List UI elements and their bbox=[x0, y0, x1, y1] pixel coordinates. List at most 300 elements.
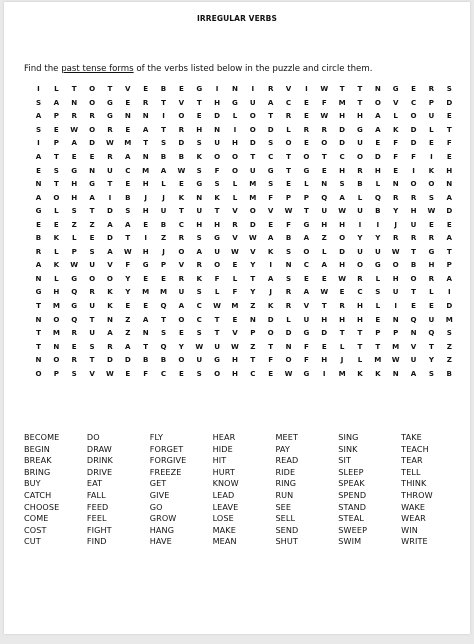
grid-letter[interactable]: D bbox=[249, 138, 256, 148]
grid-letter[interactable]: A bbox=[35, 111, 42, 121]
grid-letter[interactable]: S bbox=[214, 179, 220, 189]
grid-letter[interactable]: V bbox=[125, 84, 131, 94]
grid-letter[interactable]: N bbox=[142, 328, 149, 338]
grid-letter[interactable]: J bbox=[144, 192, 147, 202]
grid-letter[interactable]: O bbox=[53, 314, 60, 324]
grid-letter[interactable]: S bbox=[89, 341, 95, 351]
grid-letter[interactable]: S bbox=[268, 138, 274, 148]
grid-letter[interactable]: U bbox=[374, 246, 381, 256]
grid-letter[interactable]: O bbox=[231, 151, 238, 161]
grid-letter[interactable]: R bbox=[285, 111, 292, 121]
grid-letter[interactable]: O bbox=[428, 179, 435, 189]
grid-letter[interactable]: N bbox=[35, 273, 42, 283]
grid-letter[interactable]: S bbox=[196, 328, 202, 338]
grid-letter[interactable]: A bbox=[35, 151, 42, 161]
grid-letter[interactable]: D bbox=[178, 138, 185, 148]
grid-letter[interactable]: O bbox=[53, 192, 60, 202]
grid-letter[interactable]: I bbox=[251, 84, 255, 94]
grid-letter[interactable]: Z bbox=[89, 219, 95, 229]
grid-letter[interactable]: W bbox=[70, 124, 79, 134]
grid-letter[interactable]: O bbox=[89, 97, 96, 107]
grid-letter[interactable]: L bbox=[357, 355, 363, 365]
grid-letter[interactable]: O bbox=[285, 138, 292, 148]
grid-letter[interactable]: U bbox=[89, 300, 95, 310]
grid-letter[interactable]: S bbox=[446, 328, 452, 338]
grid-letter[interactable]: V bbox=[392, 97, 399, 107]
grid-letter[interactable]: O bbox=[231, 165, 238, 175]
grid-letter[interactable]: O bbox=[410, 179, 417, 189]
grid-letter[interactable]: N bbox=[214, 124, 221, 134]
grid-letter[interactable]: E bbox=[89, 151, 95, 161]
grid-letter[interactable]: F bbox=[268, 355, 274, 365]
grid-letter[interactable]: K bbox=[196, 151, 202, 161]
grid-letter[interactable]: A bbox=[142, 124, 149, 134]
grid-letter[interactable]: T bbox=[321, 151, 327, 161]
grid-letter[interactable]: R bbox=[107, 124, 113, 134]
grid-letter[interactable]: G bbox=[392, 84, 399, 94]
grid-letter[interactable]: G bbox=[89, 179, 95, 189]
grid-letter[interactable]: O bbox=[53, 355, 60, 365]
grid-letter[interactable]: K bbox=[196, 273, 202, 283]
grid-letter[interactable]: H bbox=[71, 192, 78, 202]
grid-letter[interactable]: P bbox=[160, 260, 167, 270]
grid-letter[interactable]: U bbox=[107, 165, 113, 175]
grid-letter[interactable]: E bbox=[428, 138, 434, 148]
grid-letter[interactable]: A bbox=[125, 341, 131, 351]
grid-letter[interactable]: O bbox=[214, 151, 221, 161]
grid-letter[interactable]: N bbox=[196, 192, 203, 202]
grid-letter[interactable]: T bbox=[36, 341, 41, 351]
grid-letter[interactable]: O bbox=[89, 124, 96, 134]
grid-letter[interactable]: O bbox=[178, 111, 185, 121]
grid-letter[interactable]: V bbox=[232, 206, 238, 216]
grid-letter[interactable]: A bbox=[178, 300, 185, 310]
grid-letter[interactable]: U bbox=[428, 314, 435, 324]
grid-letter[interactable]: W bbox=[320, 84, 329, 94]
grid-letter[interactable]: T bbox=[178, 206, 184, 216]
grid-letter[interactable]: R bbox=[392, 233, 399, 243]
grid-letter[interactable]: T bbox=[36, 300, 41, 310]
grid-letter[interactable]: T bbox=[53, 151, 59, 161]
grid-letter[interactable]: I bbox=[108, 192, 112, 202]
grid-letter[interactable]: O bbox=[89, 273, 96, 283]
grid-letter[interactable]: U bbox=[89, 328, 95, 338]
grid-letter[interactable]: L bbox=[429, 124, 434, 134]
grid-letter[interactable]: W bbox=[195, 341, 204, 351]
grid-letter[interactable]: O bbox=[303, 151, 310, 161]
grid-letter[interactable]: N bbox=[392, 368, 399, 378]
grid-letter[interactable]: G bbox=[142, 260, 149, 270]
grid-letter[interactable]: N bbox=[231, 84, 238, 94]
grid-letter[interactable]: F bbox=[214, 273, 220, 283]
grid-letter[interactable]: L bbox=[375, 273, 381, 283]
grid-letter[interactable]: S bbox=[428, 368, 434, 378]
grid-letter[interactable]: W bbox=[231, 341, 239, 351]
grid-letter[interactable]: V bbox=[89, 368, 95, 378]
grid-letter[interactable]: H bbox=[321, 314, 328, 324]
grid-letter[interactable]: A bbox=[446, 233, 453, 243]
grid-letter[interactable]: N bbox=[35, 314, 42, 324]
grid-letter[interactable]: H bbox=[321, 219, 328, 229]
grid-letter[interactable]: D bbox=[106, 206, 113, 216]
grid-letter[interactable]: B bbox=[178, 151, 185, 161]
grid-letter[interactable]: S bbox=[196, 233, 202, 243]
grid-letter[interactable]: T bbox=[357, 341, 363, 351]
grid-letter[interactable]: N bbox=[392, 179, 399, 189]
grid-letter[interactable]: U bbox=[357, 138, 363, 148]
grid-letter[interactable]: U bbox=[249, 97, 256, 107]
grid-letter[interactable]: A bbox=[125, 151, 131, 161]
grid-letter[interactable]: O bbox=[374, 97, 381, 107]
grid-letter[interactable]: E bbox=[178, 179, 184, 189]
grid-letter[interactable]: T bbox=[143, 138, 149, 148]
grid-letter[interactable]: Y bbox=[125, 287, 131, 297]
grid-letter[interactable]: A bbox=[89, 192, 95, 202]
grid-letter[interactable]: H bbox=[339, 111, 346, 121]
grid-letter[interactable]: L bbox=[161, 179, 166, 189]
grid-letter[interactable]: H bbox=[410, 206, 417, 216]
grid-letter[interactable]: B bbox=[160, 151, 167, 161]
grid-letter[interactable]: C bbox=[357, 287, 363, 297]
grid-letter[interactable]: E bbox=[303, 273, 309, 283]
grid-letter[interactable]: U bbox=[392, 287, 399, 297]
grid-letter[interactable]: M bbox=[249, 192, 257, 202]
grid-letter[interactable]: W bbox=[248, 233, 257, 243]
grid-letter[interactable]: F bbox=[411, 151, 416, 161]
grid-letter[interactable]: O bbox=[410, 111, 417, 121]
grid-letter[interactable]: G bbox=[107, 111, 113, 121]
grid-letter[interactable]: E bbox=[71, 341, 77, 351]
grid-letter[interactable]: L bbox=[321, 246, 327, 256]
grid-letter[interactable]: I bbox=[430, 151, 433, 161]
grid-letter[interactable]: R bbox=[428, 273, 435, 283]
grid-letter[interactable]: F bbox=[321, 97, 327, 107]
grid-letter[interactable]: U bbox=[214, 246, 220, 256]
grid-letter[interactable]: K bbox=[357, 368, 363, 378]
grid-letter[interactable]: A bbox=[375, 111, 381, 121]
grid-letter[interactable]: P bbox=[71, 246, 77, 256]
grid-letter[interactable]: I bbox=[37, 138, 40, 148]
grid-letter[interactable]: P bbox=[53, 138, 59, 148]
grid-letter[interactable]: E bbox=[36, 219, 41, 229]
grid-letter[interactable]: I bbox=[447, 287, 451, 297]
grid-letter[interactable]: I bbox=[215, 84, 219, 94]
grid-letter[interactable]: H bbox=[71, 179, 78, 189]
grid-letter[interactable]: A bbox=[160, 165, 167, 175]
grid-letter[interactable]: T bbox=[268, 341, 274, 351]
grid-letter[interactable]: U bbox=[214, 341, 220, 351]
grid-letter[interactable]: L bbox=[71, 233, 77, 243]
grid-letter[interactable]: I bbox=[269, 260, 272, 270]
grid-letter[interactable]: N bbox=[392, 314, 399, 324]
grid-letter[interactable]: G bbox=[196, 84, 203, 94]
grid-letter[interactable]: N bbox=[89, 165, 96, 175]
grid-letter[interactable]: M bbox=[338, 368, 346, 378]
grid-letter[interactable]: P bbox=[375, 328, 381, 338]
grid-letter[interactable]: E bbox=[268, 368, 274, 378]
grid-letter[interactable]: I bbox=[322, 368, 326, 378]
grid-letter[interactable]: N bbox=[106, 314, 113, 324]
grid-letter[interactable]: R bbox=[178, 124, 185, 134]
grid-letter[interactable]: H bbox=[374, 165, 381, 175]
grid-letter[interactable]: R bbox=[196, 260, 202, 270]
grid-letter[interactable]: K bbox=[107, 300, 113, 310]
grid-letter[interactable]: Z bbox=[250, 300, 256, 310]
grid-letter[interactable]: E bbox=[411, 84, 416, 94]
grid-letter[interactable]: M bbox=[52, 328, 60, 338]
grid-letter[interactable]: O bbox=[267, 328, 274, 338]
grid-letter[interactable]: A bbox=[71, 138, 77, 148]
grid-letter[interactable]: M bbox=[124, 138, 132, 148]
grid-letter[interactable]: T bbox=[286, 165, 291, 175]
grid-letter[interactable]: G bbox=[35, 206, 42, 216]
grid-letter[interactable]: Z bbox=[125, 328, 131, 338]
grid-letter[interactable]: Z bbox=[160, 233, 167, 243]
grid-letter[interactable]: G bbox=[303, 328, 310, 338]
grid-letter[interactable]: E bbox=[178, 328, 184, 338]
grid-letter[interactable]: W bbox=[284, 206, 293, 216]
grid-letter[interactable]: L bbox=[375, 179, 381, 189]
grid-letter[interactable]: I bbox=[376, 219, 380, 229]
grid-letter[interactable]: L bbox=[54, 273, 59, 283]
grid-letter[interactable]: H bbox=[142, 206, 149, 216]
grid-letter[interactable]: W bbox=[320, 287, 329, 297]
grid-letter[interactable]: N bbox=[249, 314, 256, 324]
grid-letter[interactable]: N bbox=[142, 111, 149, 121]
grid-letter[interactable]: E bbox=[143, 84, 149, 94]
grid-letter[interactable]: T bbox=[303, 206, 309, 216]
grid-letter[interactable]: N bbox=[285, 260, 292, 270]
grid-letter[interactable]: T bbox=[250, 151, 256, 161]
grid-letter[interactable]: U bbox=[428, 111, 435, 121]
grid-letter[interactable]: E bbox=[125, 124, 131, 134]
grid-letter[interactable]: T bbox=[36, 328, 41, 338]
grid-letter[interactable]: R bbox=[35, 246, 42, 256]
grid-letter[interactable]: B bbox=[125, 192, 131, 202]
grid-letter[interactable]: V bbox=[107, 260, 113, 270]
grid-letter[interactable]: U bbox=[178, 287, 185, 297]
grid-letter[interactable]: E bbox=[89, 233, 95, 243]
grid-letter[interactable]: A bbox=[35, 260, 42, 270]
grid-letter[interactable]: V bbox=[410, 341, 417, 351]
grid-letter[interactable]: G bbox=[214, 355, 220, 365]
grid-letter[interactable]: F bbox=[393, 138, 399, 148]
grid-letter[interactable]: T bbox=[89, 206, 95, 216]
grid-letter[interactable]: F bbox=[446, 138, 452, 148]
grid-letter[interactable]: T bbox=[71, 84, 77, 94]
grid-letter[interactable]: S bbox=[35, 124, 42, 134]
grid-letter[interactable]: C bbox=[303, 260, 309, 270]
grid-letter[interactable]: C bbox=[125, 165, 131, 175]
grid-letter[interactable]: W bbox=[231, 246, 239, 256]
grid-letter[interactable]: Z bbox=[250, 341, 256, 351]
grid-letter[interactable]: O bbox=[35, 368, 42, 378]
grid-letter[interactable]: A bbox=[35, 192, 42, 202]
grid-letter[interactable]: V bbox=[267, 206, 274, 216]
grid-letter[interactable]: U bbox=[196, 206, 203, 216]
grid-letter[interactable]: Q bbox=[428, 328, 435, 338]
grid-letter[interactable]: G bbox=[71, 165, 78, 175]
grid-letter[interactable]: T bbox=[143, 341, 149, 351]
grid-letter[interactable]: L bbox=[286, 124, 291, 134]
grid-letter[interactable]: E bbox=[375, 314, 381, 324]
grid-letter[interactable]: Q bbox=[321, 192, 328, 202]
grid-letter[interactable]: K bbox=[267, 246, 274, 256]
grid-letter[interactable]: T bbox=[161, 314, 166, 324]
grid-letter[interactable]: U bbox=[357, 206, 363, 216]
grid-letter[interactable]: L bbox=[339, 341, 345, 351]
grid-letter[interactable]: S bbox=[285, 246, 292, 256]
grid-letter[interactable]: P bbox=[446, 260, 452, 270]
grid-letter[interactable]: D bbox=[124, 355, 131, 365]
grid-letter[interactable]: D bbox=[106, 233, 113, 243]
grid-letter[interactable]: D bbox=[410, 124, 417, 134]
grid-letter[interactable]: D bbox=[410, 138, 417, 148]
grid-letter[interactable]: I bbox=[394, 300, 397, 310]
grid-letter[interactable]: L bbox=[54, 84, 59, 94]
grid-letter[interactable]: T bbox=[196, 97, 202, 107]
grid-letter[interactable]: H bbox=[214, 219, 221, 229]
grid-letter[interactable]: T bbox=[286, 151, 291, 161]
grid-letter[interactable]: D bbox=[446, 97, 453, 107]
grid-letter[interactable]: A bbox=[267, 233, 274, 243]
grid-letter[interactable]: Y bbox=[178, 341, 184, 351]
grid-letter[interactable]: T bbox=[214, 314, 220, 324]
grid-letter[interactable]: R bbox=[339, 300, 345, 310]
grid-letter[interactable]: P bbox=[53, 368, 59, 378]
grid-letter[interactable]: S bbox=[375, 287, 381, 297]
grid-letter[interactable]: R bbox=[357, 165, 363, 175]
grid-letter[interactable]: O bbox=[249, 206, 256, 216]
grid-letter[interactable]: O bbox=[339, 233, 346, 243]
grid-letter[interactable]: T bbox=[357, 84, 363, 94]
grid-letter[interactable]: G bbox=[71, 273, 78, 283]
grid-letter[interactable]: V bbox=[250, 246, 256, 256]
grid-letter[interactable]: Q bbox=[160, 300, 167, 310]
grid-letter[interactable]: E bbox=[143, 300, 149, 310]
grid-letter[interactable]: T bbox=[89, 355, 95, 365]
grid-letter[interactable]: I bbox=[37, 84, 40, 94]
grid-letter[interactable]: C bbox=[339, 151, 345, 161]
grid-letter[interactable]: E bbox=[411, 300, 416, 310]
grid-letter[interactable]: C bbox=[178, 219, 184, 229]
grid-letter[interactable]: M bbox=[142, 287, 150, 297]
grid-letter[interactable]: S bbox=[53, 165, 59, 175]
grid-letter[interactable]: Z bbox=[446, 341, 452, 351]
grid-letter[interactable]: W bbox=[70, 260, 79, 270]
grid-letter[interactable]: R bbox=[71, 328, 77, 338]
grid-letter[interactable]: S bbox=[89, 246, 95, 256]
grid-letter[interactable]: G bbox=[232, 97, 238, 107]
grid-letter[interactable]: M bbox=[445, 314, 453, 324]
grid-letter[interactable]: F bbox=[303, 355, 309, 365]
grid-letter[interactable]: F bbox=[286, 219, 291, 229]
grid-letter[interactable]: N bbox=[285, 341, 292, 351]
grid-letter[interactable]: F bbox=[303, 341, 309, 351]
grid-letter[interactable]: L bbox=[304, 179, 309, 189]
grid-letter[interactable]: A bbox=[142, 314, 149, 324]
grid-letter[interactable]: R bbox=[428, 84, 435, 94]
grid-letter[interactable]: Q bbox=[71, 287, 78, 297]
grid-letter[interactable]: A bbox=[267, 273, 274, 283]
grid-letter[interactable]: W bbox=[391, 355, 400, 365]
grid-letter[interactable]: E bbox=[446, 219, 452, 229]
grid-letter[interactable]: R bbox=[89, 287, 95, 297]
grid-letter[interactable]: O bbox=[214, 368, 221, 378]
grid-letter[interactable]: U bbox=[410, 219, 417, 229]
grid-letter[interactable]: O bbox=[285, 355, 292, 365]
grid-letter[interactable]: B bbox=[160, 219, 167, 229]
grid-letter[interactable]: C bbox=[250, 368, 256, 378]
grid-letter[interactable]: S bbox=[339, 179, 345, 189]
grid-letter[interactable]: O bbox=[178, 246, 185, 256]
grid-letter[interactable]: U bbox=[196, 355, 203, 365]
grid-letter[interactable]: U bbox=[410, 355, 417, 365]
grid-letter[interactable]: O bbox=[178, 314, 185, 324]
grid-letter[interactable]: O bbox=[356, 151, 363, 161]
grid-letter[interactable]: B bbox=[446, 368, 452, 378]
grid-letter[interactable]: D bbox=[89, 138, 96, 148]
grid-letter[interactable]: E bbox=[428, 300, 434, 310]
grid-letter[interactable]: M bbox=[159, 287, 168, 297]
grid-letter[interactable]: D bbox=[249, 219, 256, 229]
grid-letter[interactable]: U bbox=[321, 206, 328, 216]
grid-letter[interactable]: E bbox=[339, 287, 345, 297]
grid-letter[interactable]: E bbox=[446, 151, 452, 161]
grid-letter[interactable]: W bbox=[427, 206, 436, 216]
grid-letter[interactable]: E bbox=[303, 97, 309, 107]
grid-letter[interactable]: L bbox=[232, 179, 238, 189]
grid-letter[interactable]: D bbox=[446, 206, 453, 216]
grid-letter[interactable]: O bbox=[410, 273, 417, 283]
grid-letter[interactable]: A bbox=[410, 368, 417, 378]
grid-letter[interactable]: P bbox=[428, 97, 434, 107]
grid-letter[interactable]: S bbox=[196, 138, 202, 148]
grid-letter[interactable]: H bbox=[339, 314, 346, 324]
grid-letter[interactable]: E bbox=[196, 111, 202, 121]
grid-letter[interactable]: G bbox=[71, 300, 78, 310]
grid-letter[interactable]: N bbox=[410, 328, 417, 338]
grid-letter[interactable]: H bbox=[339, 260, 346, 270]
grid-letter[interactable]: E bbox=[321, 341, 327, 351]
grid-letter[interactable]: Z bbox=[125, 314, 131, 324]
grid-letter[interactable]: O bbox=[214, 260, 221, 270]
grid-letter[interactable]: H bbox=[142, 179, 149, 189]
grid-letter[interactable]: I bbox=[162, 111, 165, 121]
grid-letter[interactable]: O bbox=[392, 260, 399, 270]
grid-letter[interactable]: D bbox=[321, 328, 328, 338]
grid-letter[interactable]: O bbox=[106, 273, 113, 283]
grid-letter[interactable]: E bbox=[286, 179, 291, 189]
grid-letter[interactable]: C bbox=[285, 97, 292, 107]
grid-letter[interactable]: G bbox=[35, 287, 42, 297]
grid-letter[interactable]: T bbox=[53, 179, 59, 189]
grid-letter[interactable]: H bbox=[392, 273, 399, 283]
grid-letter[interactable]: R bbox=[321, 124, 327, 134]
grid-letter[interactable]: A bbox=[196, 246, 202, 256]
grid-letter[interactable]: I bbox=[233, 124, 237, 134]
grid-letter[interactable]: N bbox=[53, 341, 60, 351]
grid-letter[interactable]: D bbox=[285, 328, 292, 338]
grid-letter[interactable]: G bbox=[107, 97, 113, 107]
grid-letter[interactable]: S bbox=[196, 368, 202, 378]
grid-letter[interactable]: L bbox=[214, 287, 220, 297]
grid-letter[interactable]: E bbox=[321, 165, 327, 175]
grid-letter[interactable]: O bbox=[89, 84, 96, 94]
grid-letter[interactable]: N bbox=[71, 97, 78, 107]
grid-letter[interactable]: S bbox=[160, 328, 167, 338]
grid-letter[interactable]: K bbox=[53, 260, 60, 270]
